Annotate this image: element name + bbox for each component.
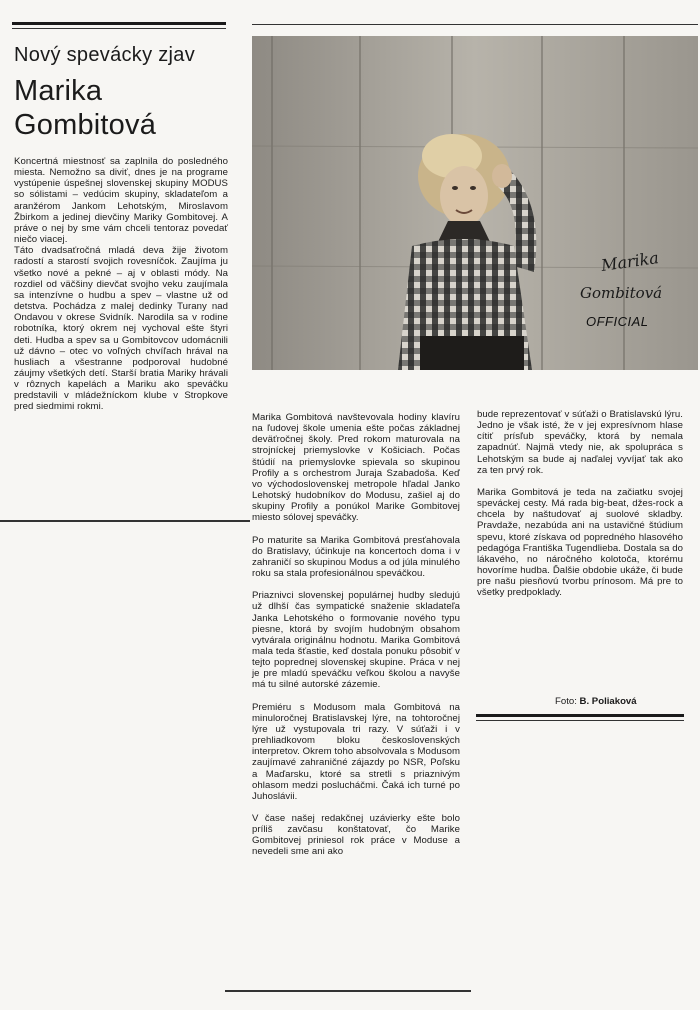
signature-line-2: Gombitová (580, 284, 663, 302)
top-rule-right-thin (252, 24, 698, 25)
right-paragraph-1: bude reprezentovať v súťaži o Bratislavskú lýru. Jedno je však isté, že v jej expresívnom hlase cítiť prísľub speváčky, ktorá by nemala zapadnúť. Najmä vtedy nie, ak spolupráca s Lehotským sa bude aj naďalej vyvíjať tak ako za ten prvý rok. (477, 409, 683, 476)
portrait-photo (252, 36, 698, 370)
photo-credit-prefix: Foto: (555, 696, 577, 707)
intro-column (14, 156, 228, 413)
middle-column-end-rule (225, 990, 471, 992)
article-kicker: Nový spevácky zjav (14, 44, 196, 66)
top-rule-left-thin (12, 28, 226, 29)
right-column-end-rule (476, 714, 684, 717)
right-column (477, 409, 683, 599)
photo-credit (555, 696, 637, 707)
signature-line-1: Marika (599, 248, 660, 275)
official-stamp: OFFICIAL (586, 314, 649, 329)
middle-paragraph-5: V čase našej redakčnej uzávierky ešte bolo príliš zavčasu konštatovať, čo Marike Gombitovej priniesol rok práce v Moduse a nevedeli sme ani ako (252, 813, 460, 858)
middle-column (252, 412, 460, 858)
intro-paragraph-1: Koncertná miestnosť sa zaplnila do posledného miesta. Nemožno sa diviť, dnes je na programe vystúpenie úspešnej slovenskej skupiny MODUS so sólistami – vedúcim skupiny, skladateľom a aranžérom Jankom Lehotským, Miroslavom Žbirkom a jedinej dievčiny Mariky Gombitovej. A práve o nej by sme vám chceli tentoraz povedať niečo viacej. (14, 156, 228, 246)
middle-paragraph-3: Priaznivci slovenskej populárnej hudby sledujú už dlhší čas sympatické snaženie skladateľa Janka Lehotského o formovanie nového typu piesne, ktorá by svojím hudobným obsahom vytvárala originálnu hodnotu. Marika Gombitová mala teda šťastie, keď dostala ponuku pôsobiť v tejto poprednej slovenskej skupine. Práca v nej je pre mladú speváčku veľkou školou a navyše má tu silné autorské zázemie. (252, 590, 460, 691)
title-line-2: Gombitová (14, 109, 157, 141)
photo-credit-name: B. Poliaková (579, 696, 637, 707)
middle-paragraph-1: Marika Gombitová navštevovala hodiny klavíru na ľudovej škole umenia ešte počas základnej deväťročnej školy. Pred rokom maturovala na strojníckej priemyslovke v Košiciach. Počas štúdií na priemyslovke spievala so skupinou Profily a s orchestrom Juraja Szabadoša. Keď vo východoslovenskej metropole hľadal Janko Lehotský hudobníkov do Modusu, zašiel aj do skupiny Profily a ponúkol Marike Gombitovej miesto sólovej speváčky. (252, 412, 460, 524)
middle-paragraph-4: Premiéru s Modusom mala Gombitová na minuloročnej Bratislavskej lýre, na tohtoročnej lýre už vystupovala tri razy. V súťaži i v prehliadkovom bloku československých interpretov. Okrem toho absolvovala s Modusom zaujímavé zahraničné zájazdy po NSR, Poľsku a Maďarsku, ktoré sa stretli s priaznivým ohlasom medzi poslucháčmi. Čaká ich turné po Juhoslávii. (252, 701, 460, 802)
title-line-1: Marika (14, 75, 103, 107)
top-rule-left (12, 22, 226, 25)
left-column-end-rule (0, 520, 250, 522)
article-title (14, 74, 234, 142)
right-paragraph-2: Marika Gombitová je teda na začiatku svojej speváckej cesty. Má rada big-beat, džes-rock a chcela by naštudovať aj suolové skladby. Pravdaže, nezabúda ani na ustavičné štúdium spevu, ktoré získava od popredného hlasového pedagóga Františka Tugendlieba. Dostala sa do lákavého, no náročného kolotoča, ktorému hovoríme hudba. Ďalšie obdobie ukáže, či bude pre našu piesňovú tvorbu prínosom. Má pre to všetky predpoklady. (477, 486, 683, 599)
right-column-end-rule-thin (476, 720, 684, 721)
intro-paragraph-2: Táto dvadsaťročná mladá deva žije životom radostí a starostí svojich rovesníčok. Zaujíma ju všetko nové a pekné – aj v oblasti módy. Na rozdiel od väčšiny dievčat svojho veku zaujímala sa intenzívne o hudbu a spev – vlastne už od detstva. Pochádza z malej dedinky Turany nad Ondavou v okrese Svidník. Narodila sa v rodine robotníka, ktorý okrem nej vychoval ešte štyri deti. Hudba a spev sa u Gombitovcov udomácnili už dávno – otec vo voľných chvíľach hrával na husliach a všestranne podporoval hudobné záujmy všetkých detí. Starší bratia Mariky hrávali v rôznych kapelách a Mariku ako speváčku predstavili v mládežníckom klube v Stropkove pred siedmimi rokmi. (14, 245, 228, 413)
middle-paragraph-2: Po maturite sa Marika Gombitová presťahovala do Bratislavy, účinkuje na koncertoch doma i v zahraničí so skupinou Modus a od júla minulého roku sa stala profesionálnou speváčkou. (252, 534, 460, 580)
